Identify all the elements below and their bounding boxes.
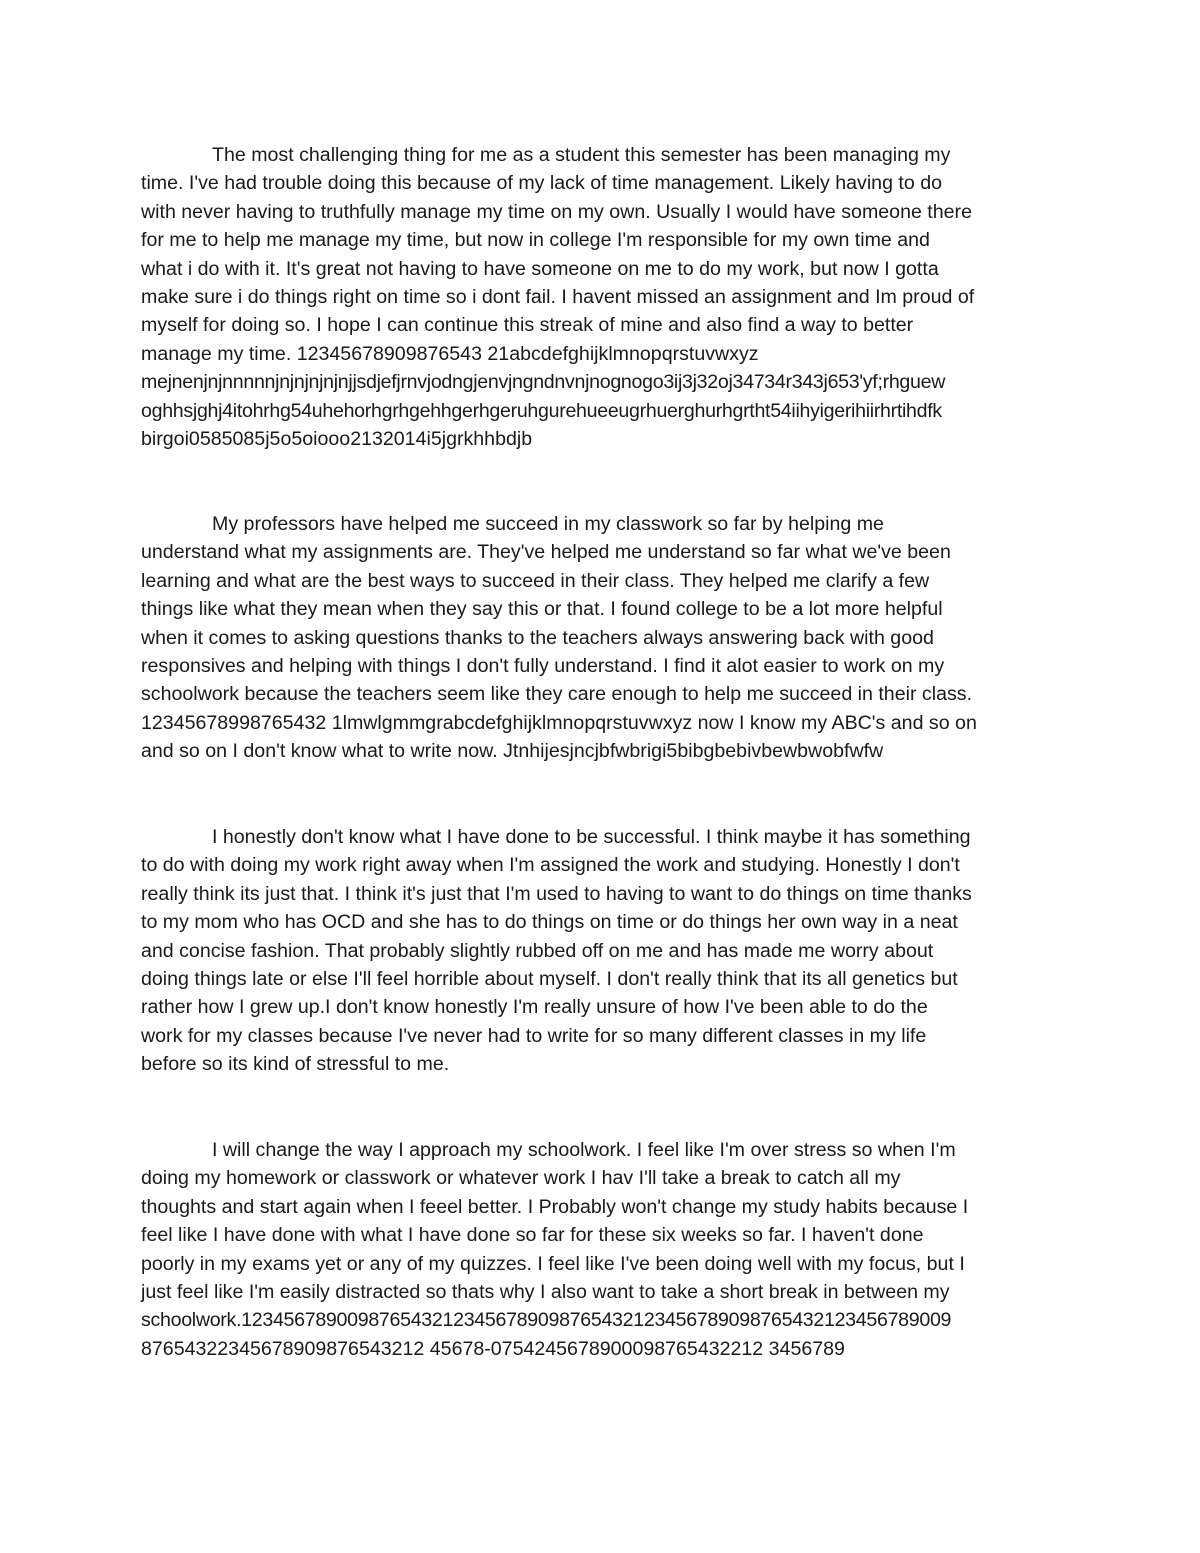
text-line: when it comes to asking questions thanks to the teachers always answering back with good [141, 626, 934, 649]
text-line: thoughts and start again when I feeel better. I Probably won't change my study habits because I [141, 1195, 969, 1218]
text-line: and so on I don't know what to write now. Jtnhijesjncjbfwbrigi5bibgbebivbewbwobfwfw [141, 740, 884, 763]
text-line: really think its just that. I think it's just that I'm used to having to want to do things on time thanks [141, 882, 972, 905]
paragraph-2 [141, 510, 1061, 766]
paragraph-1 [141, 141, 1061, 453]
text-line: what i do with it. It's great not having to have someone on me to do my work, but now I gotta [141, 257, 939, 280]
text-line: before so its kind of stressful to me. [141, 1053, 450, 1076]
text-line: time. I've had trouble doing this because of my lack of time management. Likely having to do [141, 172, 942, 195]
text-line: rather how I grew up.I don't know honestly I'm really unsure of how I've been able to do the [141, 996, 928, 1019]
text-line: for me to help me manage my time, but now in college I'm responsible for my own time and [141, 229, 930, 252]
text-line: 12345678998765432 1lmwlgmmgrabcdefghijklmnopqrstuvwxyz now I know my ABC's and so on [141, 711, 977, 734]
text-line: responsives and helping with things I don't fully understand. I find it alot easier to work on my [141, 655, 945, 678]
text-line: mejnenjnjnnnnnjnjnjnjnjnjjsdjefjrnvjodngjenvjngndnvnjnognogo3ij3j32oj34734r343j653'yf;rhguew [141, 371, 946, 394]
text-line: make sure i do things right on time so i dont fail. I havent missed an assignment and Im proud of [141, 286, 975, 309]
paragraph-4 [141, 1136, 1061, 1363]
text-line: doing my homework or classwork or whatever work I hav I'll take a break to catch all my [141, 1167, 901, 1190]
text-line: I honestly don't know what I have done to be successful. I think maybe it has something [212, 826, 971, 848]
text-line: to my mom who has OCD and she has to do things on time or do things her own way in a neat [141, 911, 958, 934]
text-line: doing things late or else I'll feel horrible about myself. I don't really think that its all genetics but [141, 968, 958, 991]
text-line: schoolwork because the teachers seem like they care enough to help me succeed in their class. [141, 683, 973, 706]
text-line: birgoi0585085j5o5oiooo2132014i5jgrkhhbdjb [141, 428, 533, 451]
text-line: just feel like I'm easily distracted so thats why I also want to take a short break in between my [141, 1281, 950, 1304]
text-line: schoolwork.1234567890098765432123456789098765432123456789098765432123456789009 [141, 1309, 952, 1332]
text-line: poorly in my exams yet or any of my quizzes. I feel like I've been doing well with my focus, but I [141, 1252, 965, 1275]
text-line: understand what my assignments are. They've helped me understand so far what we've been [141, 541, 951, 564]
text-line: learning and what are the best ways to succeed in their class. They helped me clarify a few [141, 569, 930, 592]
text-line: to do with doing my work right away when I'm assigned the work and studying. Honestly I don't [141, 854, 960, 877]
text-line: manage my time. 12345678909876543 21abcdefghijklmnopqrstuvwxyz [141, 342, 759, 365]
text-line: The most challenging thing for me as a student this semester has been managing my [212, 144, 951, 166]
text-line: oghhsjghj4itohrhg54uhehorhgrhgehhgerhgeruhgurehueeugrhuerghurhgrtht54iihyigerihiirhrtihdfk [141, 399, 942, 422]
text-line: My professors have helped me succeed in my classwork so far by helping me [212, 513, 884, 535]
text-line: myself for doing so. I hope I can continue this streak of mine and also find a way to better [141, 314, 914, 337]
text-line: 87654322345678909876543212 45678-0754245678900098765432212 3456789 [141, 1337, 845, 1360]
text-line: things like what they mean when they say this or that. I found college to be a lot more helpful [141, 598, 943, 621]
text-line: and concise fashion. That probably slightly rubbed off on me and has made me worry about [141, 939, 934, 962]
paragraph-3 [141, 823, 1061, 1079]
text-line: with never having to truthfully manage my time on my own. Usually I would have someone there [141, 200, 972, 223]
text-line: I will change the way I approach my schoolwork. I feel like I'm over stress so when I'm [212, 1139, 956, 1161]
text-line: feel like I have done with what I have done so far for these six weeks so far. I haven't done [141, 1224, 924, 1247]
text-line: work for my classes because I've never had to write for so many different classes in my life [141, 1024, 927, 1047]
